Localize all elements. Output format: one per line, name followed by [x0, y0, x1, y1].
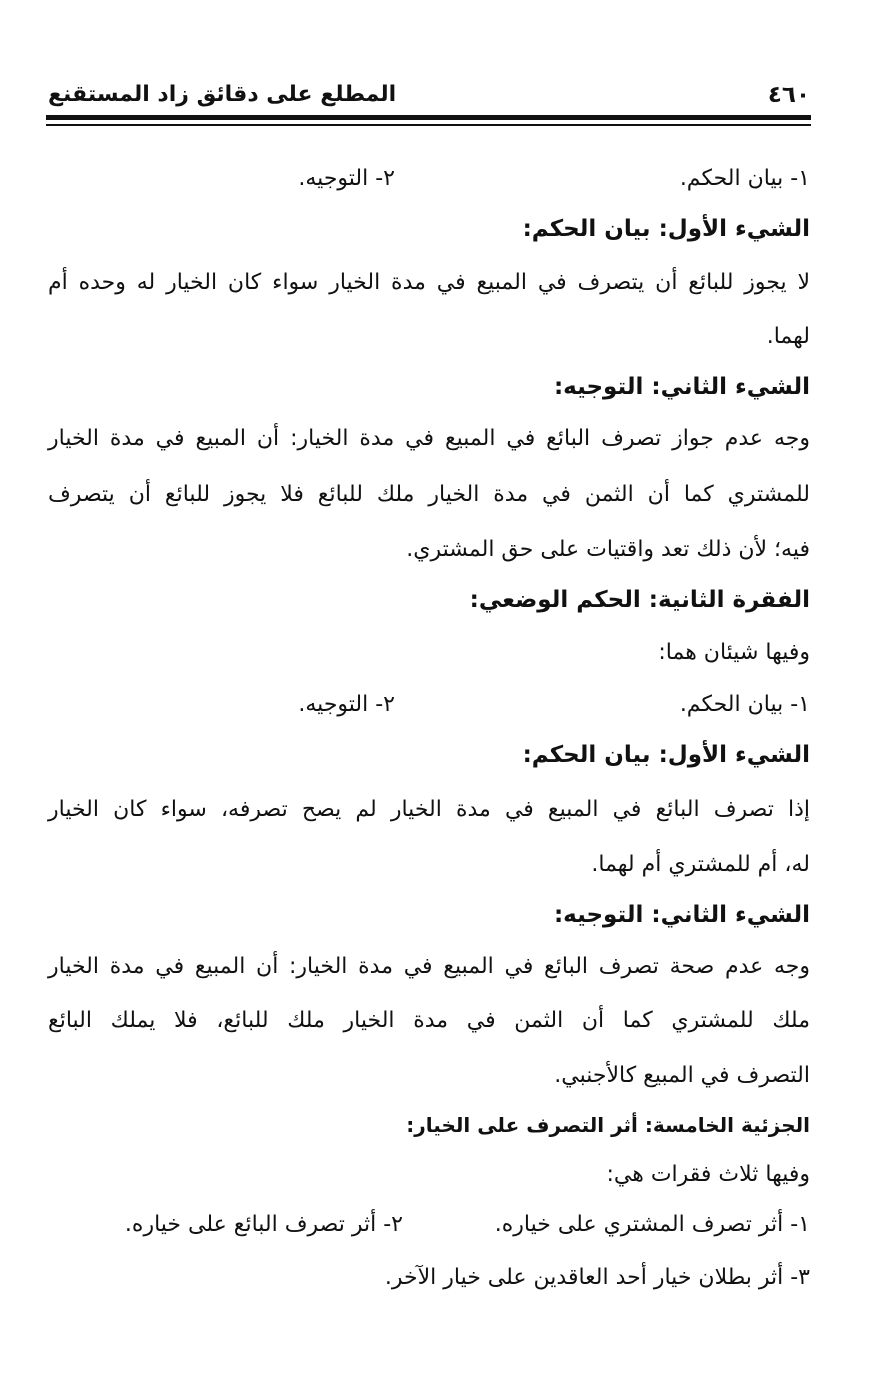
section-heading: الشيء الأول: بيان الحكم: — [522, 216, 810, 242]
paragraph-line: له، أم للمشتري أم لهما. — [591, 852, 810, 877]
page-header — [48, 78, 810, 112]
list-item-1: ١- أثر تصرف المشتري على خياره. — [494, 1212, 810, 1237]
paragraph-line: لهما. — [766, 324, 810, 349]
section-heading: الشيء الثاني: التوجيه: — [553, 374, 810, 400]
list-item-3: ٣- أثر بطلان خيار أحد العاقدين على خيار الآخر. — [384, 1265, 810, 1290]
list-item-1: ١- بيان الحكم. — [679, 692, 810, 717]
paragraph-line: وجه عدم جواز تصرف البائع في المبيع في مدة الخيار: أن المبيع في مدة الخيار — [48, 426, 810, 451]
book-title: المطلع على دقائق زاد المستقنع — [48, 82, 397, 107]
list-item-2: ٢- التوجيه. — [298, 692, 395, 717]
paragraph-line: فيه؛ لأن ذلك تعد واقتيات على حق المشتري. — [406, 537, 810, 562]
section-heading: الشيء الثاني: التوجيه: — [553, 902, 810, 928]
header-rule-thick — [46, 115, 811, 120]
paragraph-line: إذا تصرف البائع في المبيع في مدة الخيار لم يصح تصرفه، سواء كان الخيار — [48, 797, 810, 822]
header-rule-thin — [46, 124, 811, 126]
section-heading: الفقرة الثانية: الحكم الوضعي: — [469, 587, 810, 613]
paragraph-line: ملك للمشتري كما أن الثمن في مدة الخيار ملك للبائع، فلا يملك البائع — [48, 1008, 810, 1033]
page-number: ٤٦٠ — [767, 82, 810, 108]
list-item-2: ٢- أثر تصرف البائع على خياره. — [124, 1212, 403, 1237]
paragraph-line: للمشتري كما أن الثمن في مدة الخيار ملك للبائع فلا يجوز للبائع أن يتصرف — [48, 482, 810, 507]
list-item-1: ١- بيان الحكم. — [679, 166, 810, 191]
list-item-2: ٢- التوجيه. — [298, 166, 395, 191]
subsection-heading: الجزئية الخامسة: أثر التصرف على الخيار: — [406, 1113, 810, 1137]
paragraph-line: التصرف في المبيع كالأجنبي. — [554, 1063, 810, 1088]
paragraph-line: وفيها شيئان هما: — [658, 640, 810, 665]
section-heading: الشيء الأول: بيان الحكم: — [522, 742, 810, 768]
paragraph-line: وجه عدم صحة تصرف البائع في المبيع في مدة الخيار: أن المبيع في مدة الخيار — [48, 954, 810, 979]
paragraph-line: لا يجوز للبائع أن يتصرف في المبيع في مدة الخيار سواء كان الخيار له وحده أم — [48, 270, 810, 295]
paragraph-line: وفيها ثلاث فقرات هي: — [606, 1162, 810, 1187]
